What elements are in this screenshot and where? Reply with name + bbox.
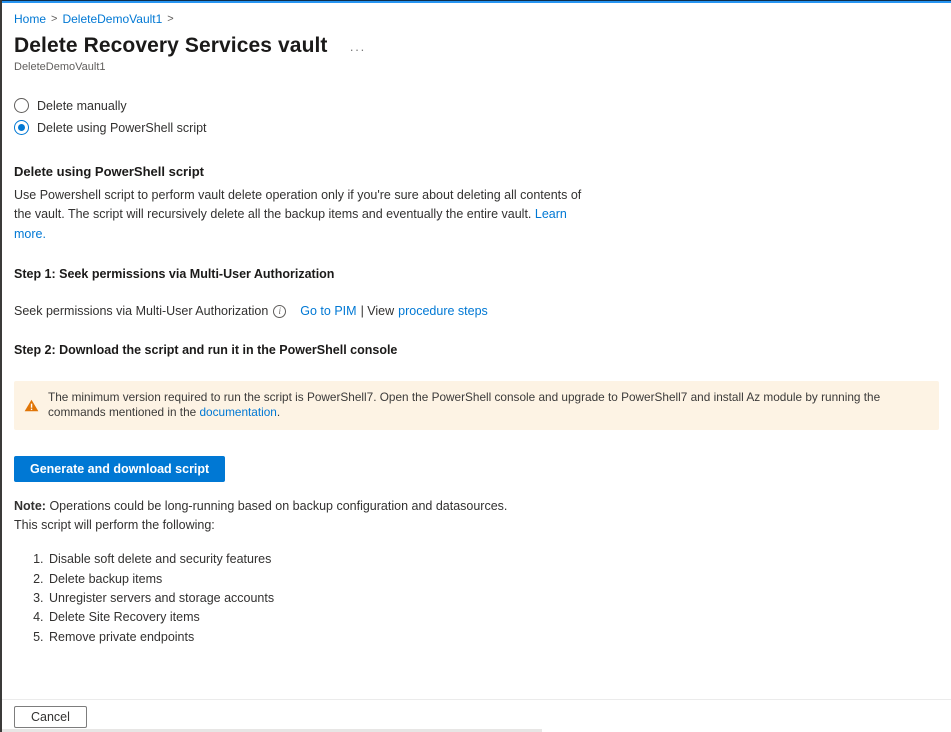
description-text: Use Powershell script to perform vault delete operation only if you're sure about deleting all contents of the vault. The script will recursively delete all the backup items and eventually the entire vault. — [14, 188, 582, 222]
step2-heading: Step 2: Download the script and run it in the PowerShell console — [14, 343, 398, 358]
view-text: | View — [360, 304, 395, 319]
script-steps-list — [47, 550, 939, 647]
documentation-link[interactable]: documentation — [199, 405, 277, 420]
radio-delete-powershell[interactable] — [14, 120, 939, 135]
blade-footer — [2, 699, 951, 732]
cancel-button[interactable]: Cancel — [14, 706, 87, 728]
script-step-item: 1. Disable soft delete and security features — [47, 550, 939, 569]
seek-permissions-label: Seek permissions via Multi-User Authorization — [14, 304, 269, 319]
info-icon[interactable]: i — [273, 305, 286, 318]
note-line1 — [14, 497, 939, 516]
generate-download-script-button[interactable]: Generate and download script — [14, 456, 225, 482]
powershell-section-description — [14, 186, 596, 244]
radio-unchecked-icon[interactable] — [14, 98, 29, 113]
radio-delete-powershell-label: Delete using PowerShell script — [37, 120, 207, 135]
go-to-pim-link[interactable]: Go to PIM — [300, 304, 357, 319]
learn-more-link[interactable]: Learn more. — [14, 207, 567, 241]
radio-delete-manually-label: Delete manually — [37, 98, 127, 113]
warning-text-before: The minimum version required to run the script is PowerShell7. Open the PowerShell console and upgrade to PowerShell7 and install Az module by running the commands mentioned in the — [48, 390, 881, 420]
radio-checked-icon[interactable] — [14, 120, 29, 135]
breadcrumb-home-link[interactable]: Home — [14, 12, 47, 26]
breadcrumb — [14, 12, 939, 26]
procedure-steps-link[interactable]: procedure steps — [398, 304, 488, 319]
script-step-item: 2. Delete backup items — [47, 570, 939, 589]
script-step-item: 3. Unregister servers and storage accounts — [47, 589, 939, 608]
page-title: Delete Recovery Services vault — [14, 34, 328, 57]
context-menu-ellipsis-icon[interactable]: ··· — [349, 41, 366, 57]
warning-text — [48, 390, 929, 421]
page-subtitle: DeleteDemoVault1 — [14, 61, 106, 73]
note-line2: This script will perform the following: — [14, 517, 215, 532]
delete-mode-radio-group — [14, 98, 939, 135]
breadcrumb-vault-link[interactable]: DeleteDemoVault1 — [62, 12, 163, 26]
radio-delete-manually[interactable] — [14, 98, 939, 113]
page-title-row — [14, 34, 939, 58]
note-block — [14, 497, 939, 535]
warning-text-after: . — [276, 405, 281, 420]
script-step-item: 4. Delete Site Recovery items — [47, 608, 939, 627]
blade-content — [2, 3, 951, 647]
note-text: Operations could be long-running based on backup configuration and datasources. — [49, 498, 508, 513]
step1-heading: Step 1: Seek permissions via Multi-User Authorization — [14, 267, 335, 282]
note-label: Note: — [14, 498, 46, 513]
powershell-section-heading: Delete using PowerShell script — [14, 164, 204, 179]
seek-links — [300, 304, 488, 318]
step1-seek-row — [14, 304, 939, 318]
warning-triangle-icon — [24, 399, 39, 412]
warning-banner — [14, 381, 939, 430]
script-step-item: 5. Remove private endpoints — [47, 628, 939, 647]
breadcrumb-separator: > — [51, 13, 58, 25]
breadcrumb-separator: > — [167, 13, 174, 25]
